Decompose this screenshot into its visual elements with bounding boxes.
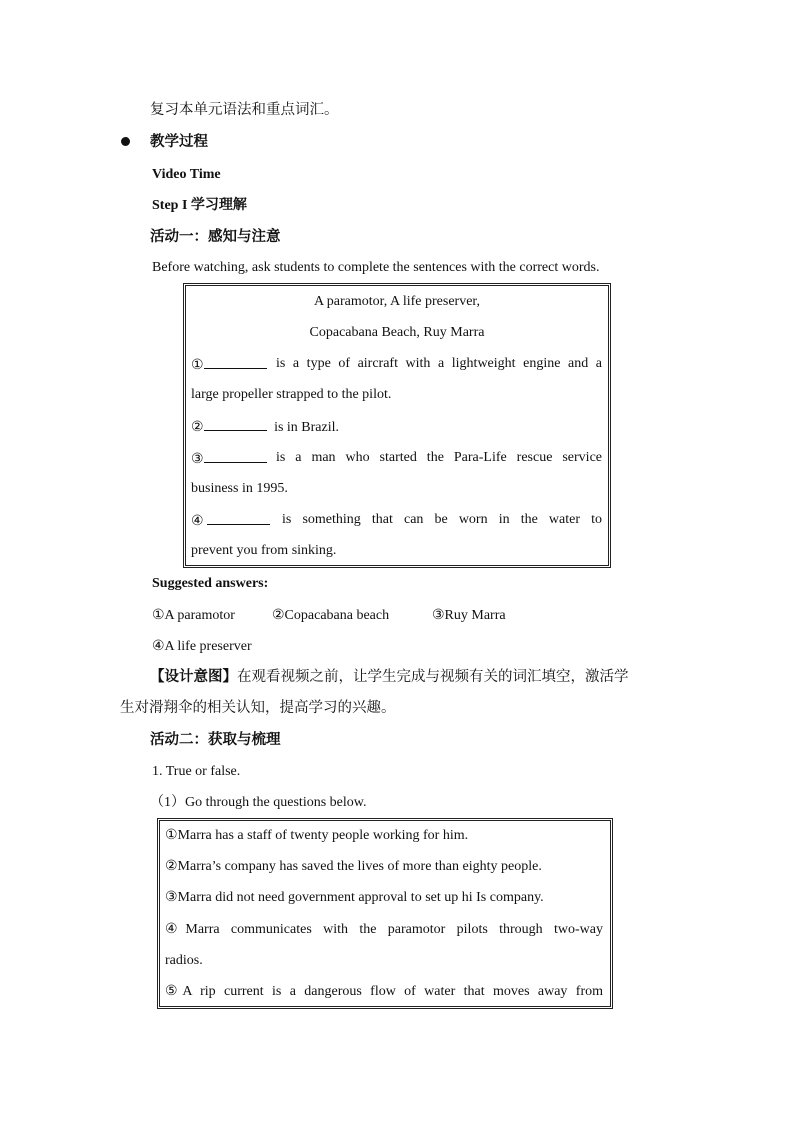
question-4: ④ (191, 510, 270, 532)
true-false-heading: 1. True or false. (152, 764, 241, 779)
answer-4: ④A life preserver (152, 639, 252, 654)
statement-1: ①Marra has a staff of twenty people working for him. (165, 828, 469, 843)
question-1-text: is a type of aircraft with a lightweight engine and a (276, 356, 602, 371)
question-4-line-2: prevent you from sinking. (191, 543, 337, 558)
answer-blank[interactable] (207, 510, 270, 525)
statement-4-line-2: radios. (165, 953, 203, 968)
question-3-text: is a man who started the Para-Life rescue service (276, 450, 602, 465)
answer-blank[interactable] (204, 354, 267, 369)
question-1: ① (191, 354, 267, 376)
answer-1: ①A paramotor (152, 608, 235, 623)
suggested-answers-label: Suggested answers: (152, 576, 269, 591)
word-bank-line-2: Copacabana Beach, Ruy Marra (309, 325, 485, 340)
exercise-box-2 (157, 818, 613, 1009)
question-3: ③ (191, 448, 267, 470)
statement-3: ③Marra did not need government approval to set up hi Is company. (165, 890, 544, 905)
design-intent-line-2: 生对滑翔伞的相关认知，提高学习的兴趣。 (120, 700, 396, 716)
statement-2: ②Marra’s company has saved the lives of more than eighty people. (165, 859, 542, 874)
answer-blank[interactable] (204, 448, 267, 463)
question-3-line-2: business in 1995. (191, 481, 288, 496)
activity1-instruction: Before watching, ask students to complete the sentences with the correct words. (152, 260, 600, 275)
bullet-icon (121, 137, 130, 146)
question-2: ② is in Brazil. (191, 416, 339, 438)
answer-3: ③Ruy Marra (432, 608, 506, 623)
true-false-subheading: （1）Go through the questions below. (150, 795, 367, 810)
question-4-text: is something that can be worn in the water to (282, 512, 602, 527)
activity2-title: 活动二：获取与梳理 (150, 732, 281, 748)
statement-4: ④Marra communicates with the paramotor pilots through two-way (165, 922, 603, 937)
question-1-line-2: large propeller strapped to the pilot. (191, 387, 392, 402)
video-time-heading: Video Time (152, 167, 221, 182)
activity1-title: 活动一：感知与注意 (150, 229, 281, 245)
answer-blank[interactable] (204, 416, 267, 431)
word-bank-line-1: A paramotor, A life preserver, (313, 294, 481, 309)
step1-heading: Step I 学习理解 (152, 198, 247, 213)
answer-2: ②Copacabana beach (272, 608, 390, 623)
section-title: 教学过程 (150, 134, 208, 150)
design-intent-line-1: 【设计意图】在观看视频之前，让学生完成与视频有关的词汇填空，激活学 (150, 669, 629, 685)
intro-line: 复习本单元语法和重点词汇。 (150, 102, 339, 118)
statement-5: ⑤A rip current is a dangerous flow of water that moves away from (165, 984, 603, 999)
